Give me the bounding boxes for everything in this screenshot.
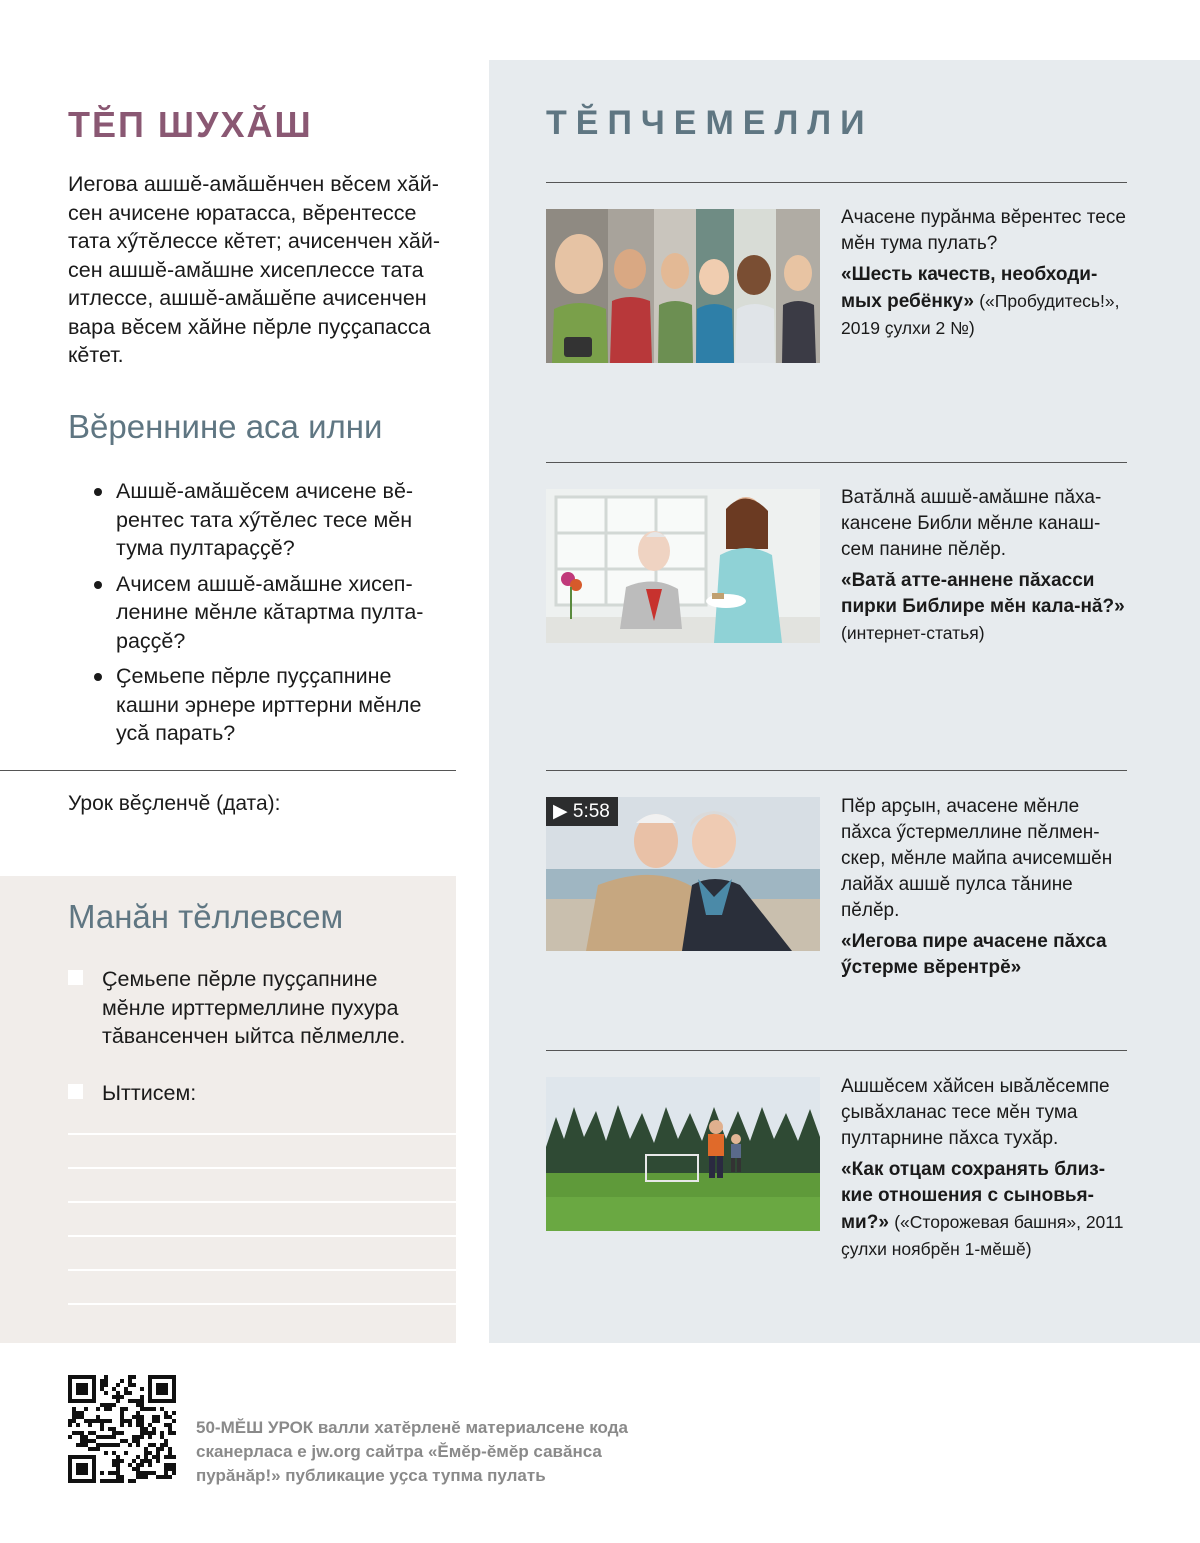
- children-photo[interactable]: [546, 209, 820, 363]
- review-question: Ачисем ашшĕ-амăшне хисеп-ленине мĕнле кăтартма пулта-раҫҫĕ?: [92, 570, 442, 656]
- resource-reference[interactable]: [841, 1157, 1131, 1263]
- goal-item[interactable]: [68, 965, 428, 1051]
- summary-text: Иегова ашшĕ-амăшĕнчен вĕсем хăй-сен ачисене юратасса, вĕрентессе тата хӳтĕлессе кĕтет; ачисенчен хăй-сен ашшĕ-амăшне хисеплессе тата итлессе, ашшĕ-амăшĕпе ачисенчен вара вĕсем хăйне пĕрле пуҫҫапасса кĕтет.: [68, 172, 441, 367]
- resource-intro: Ашшĕсем хăйсен ывăлĕсемпе ҫывăхланас тесе мĕн тума пултарнине пăхса тухăр.: [841, 1076, 1110, 1149]
- review-questions: [92, 477, 442, 755]
- writing-line[interactable]: [68, 1133, 456, 1135]
- writing-line[interactable]: [68, 1303, 456, 1305]
- writing-line[interactable]: [68, 1269, 456, 1271]
- resource-reference[interactable]: [841, 929, 1131, 981]
- goals-panel: [0, 876, 456, 1343]
- caregiver-photo[interactable]: [546, 489, 820, 643]
- qr-code[interactable]: [68, 1375, 176, 1483]
- goal-label: Ҫемьепе пĕрле пуҫҫапнине мĕнле ирттермеллине пухура тăвансенчен ыйтса пĕлмелле.: [102, 967, 406, 1048]
- video-thumbnail[interactable]: [546, 797, 820, 951]
- writing-line[interactable]: [68, 1167, 456, 1169]
- divider: [546, 182, 1127, 183]
- goal-item-other[interactable]: [68, 1079, 428, 1108]
- review-question: Ашшĕ-амăшĕсем ачисене вĕ-рентес тата хӳтĕлес тесе мĕн тума пултараҫҫĕ?: [92, 477, 442, 563]
- checkbox[interactable]: [68, 970, 83, 985]
- date-completed-label: Урок вĕҫленчĕ (дата):: [68, 792, 281, 815]
- divider: [546, 770, 1127, 771]
- divider: [546, 1050, 1127, 1051]
- divider: [546, 462, 1127, 463]
- resource-reference[interactable]: [841, 262, 1131, 342]
- writing-line[interactable]: [68, 1201, 456, 1203]
- resource-intro: Ватăлнă ашшĕ-амăшне пăха-кансене Библи мĕнле канаш-сем панине пĕлĕр.: [841, 487, 1102, 560]
- goals-heading: Манăн тĕллевсем: [68, 898, 344, 935]
- goal-label: Ыттисем:: [102, 1081, 197, 1105]
- resource-reference[interactable]: [841, 568, 1131, 647]
- review-heading: Вĕреннине аса илни: [68, 408, 383, 445]
- video-duration-badge: ▶ 5:58: [546, 797, 618, 826]
- resource-title-link[interactable]: «Шесть качеств, необходи-мых ребёнку»: [841, 264, 1098, 312]
- checkbox[interactable]: [68, 1084, 83, 1099]
- resource-title-link[interactable]: «Иегова пире ачасене пăхса ӳстерме вĕрентрĕ»: [841, 931, 1107, 978]
- writing-line[interactable]: [68, 1235, 456, 1237]
- father-son-photo[interactable]: [546, 1077, 820, 1231]
- resource-item: [841, 485, 1131, 647]
- resource-source: (интернет-статья): [841, 623, 985, 643]
- resource-item: [841, 205, 1131, 342]
- review-question: Ҫемьепе пĕрле пуҫҫапнине кашни эрнере ирттерни мĕнле усă парать?: [92, 662, 442, 748]
- main-heading: ТĔП ШУХĂШ: [68, 104, 313, 145]
- resource-item: [841, 794, 1131, 981]
- footer-note: 50-МĔШ УРОК валли хатĕрленĕ материалсене кода сканерласа е jw.org сайтра «Ĕмĕр-ĕмĕр савăнса пурăнăр!» публикацие уҫса тупма пулать: [196, 1418, 628, 1485]
- resource-item: [841, 1074, 1131, 1263]
- divider: [0, 770, 456, 771]
- explore-heading: ТĔПЧЕМЕЛЛИ: [546, 104, 874, 142]
- resource-source: («Сторожевая башня», 2011 ҫулхи ноябрĕн 1-мĕшĕ): [841, 1212, 1124, 1259]
- resource-intro: Пĕр арҫын, ачасене мĕнле пăхса ӳстермеллине пĕлмен-скер, мĕнле майпа ачисемшĕн лайăх ашшĕ пулса тăнине пĕлĕр.: [841, 796, 1113, 921]
- resource-intro: Ачасене пурăнма вĕрентес тесе мĕн тума пулать?: [841, 207, 1126, 254]
- resource-title-link[interactable]: «Ватă атте-аннене пăхасси пирки Библире мĕн кала-нă?»: [841, 570, 1125, 617]
- resource-title-link[interactable]: «Как отцам сохранять близ-кие отношения с сыновья-ми?»: [841, 1159, 1106, 1233]
- resource-source: («Пробудитесь!», 2019 ҫулхи 2 №): [841, 291, 1120, 338]
